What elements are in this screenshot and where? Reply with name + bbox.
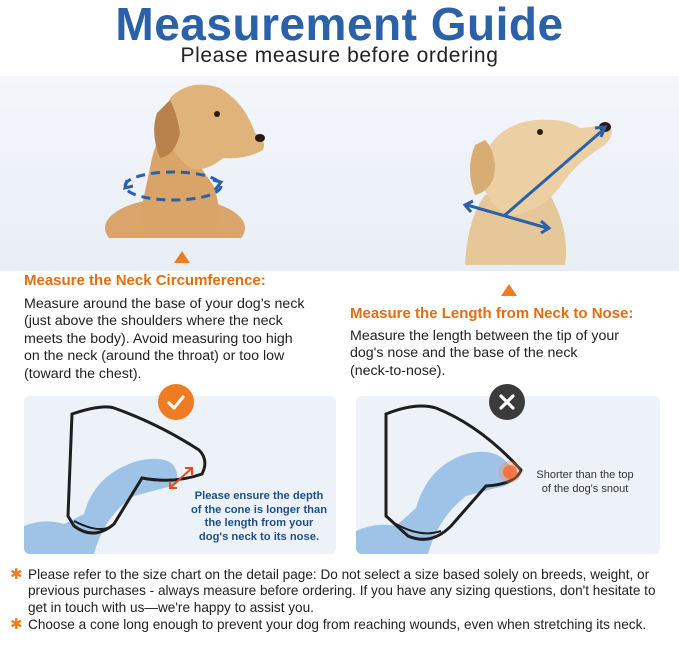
dog-silhouette (24, 459, 177, 554)
x-icon (496, 391, 518, 413)
note-line: dog's neck to its nose. (198, 530, 320, 543)
footer-note (10, 617, 672, 633)
check-badge (158, 384, 194, 420)
asterisk-icon: ✱ (10, 566, 23, 583)
text-line: Measure the length between the tip of your (350, 328, 619, 344)
note-text: Please refer to the size chart on the detail page: Do not select a size based solely on breeds, weight, or previous purchases - always measure before ordering. If you have any sizing questions, don't hesitate to get in touch with us—we're happy to assist you. (28, 567, 656, 615)
text-line: (neck-to-nose). (350, 362, 446, 379)
text-line: on the neck (around the throat) or too low (24, 348, 285, 365)
correct-note (184, 490, 334, 544)
note-line: of the dog's snout (541, 482, 629, 495)
neck-to-nose-text (350, 328, 670, 380)
correct-example-panel (24, 396, 336, 554)
text-line: (just above the shoulders where the neck (24, 313, 283, 330)
neck-to-nose-heading: Measure the Length from Neck to Nose: (350, 305, 634, 322)
dog-length-photo (455, 100, 625, 265)
note-line: the length from your (204, 517, 314, 530)
page-title: Measurement Guide (115, 0, 564, 50)
note-line: of the cone is longer than (190, 503, 328, 516)
footer-notes (10, 567, 672, 635)
wrong-note (520, 469, 650, 496)
text-line: dog's nose and the base of the neck (350, 345, 578, 362)
dog-head (165, 85, 264, 170)
dog-eye (214, 111, 220, 117)
check-icon (165, 391, 187, 413)
page-subtitle: Please measure before ordering (180, 44, 499, 67)
text-line: meets the body). Avoid measuring too high (24, 330, 293, 347)
dog-eye (537, 129, 543, 135)
dog-nose (255, 134, 265, 142)
dog-neck-photo (95, 78, 295, 238)
asterisk-icon: ✱ (10, 616, 23, 634)
note-text: Choose a cone long enough to prevent your dog from reaching wounds, even when stretching its neck. (28, 617, 647, 633)
neck-circumference-text (24, 296, 344, 383)
neck-circumference-heading: Measure the Neck Circumference: (24, 272, 266, 289)
note-line: Shorter than the top (536, 469, 634, 481)
text-line: (toward the chest). (24, 365, 142, 382)
snout-glow (499, 461, 521, 483)
left-pointer-triangle (174, 251, 190, 263)
right-pointer-triangle (501, 284, 517, 296)
note-line: Please ensure the depth (194, 490, 324, 502)
text-line: Measure around the base of your dog’s neck (24, 296, 305, 312)
x-badge (489, 384, 525, 420)
footer-note (10, 567, 672, 616)
dog-head (480, 120, 612, 215)
